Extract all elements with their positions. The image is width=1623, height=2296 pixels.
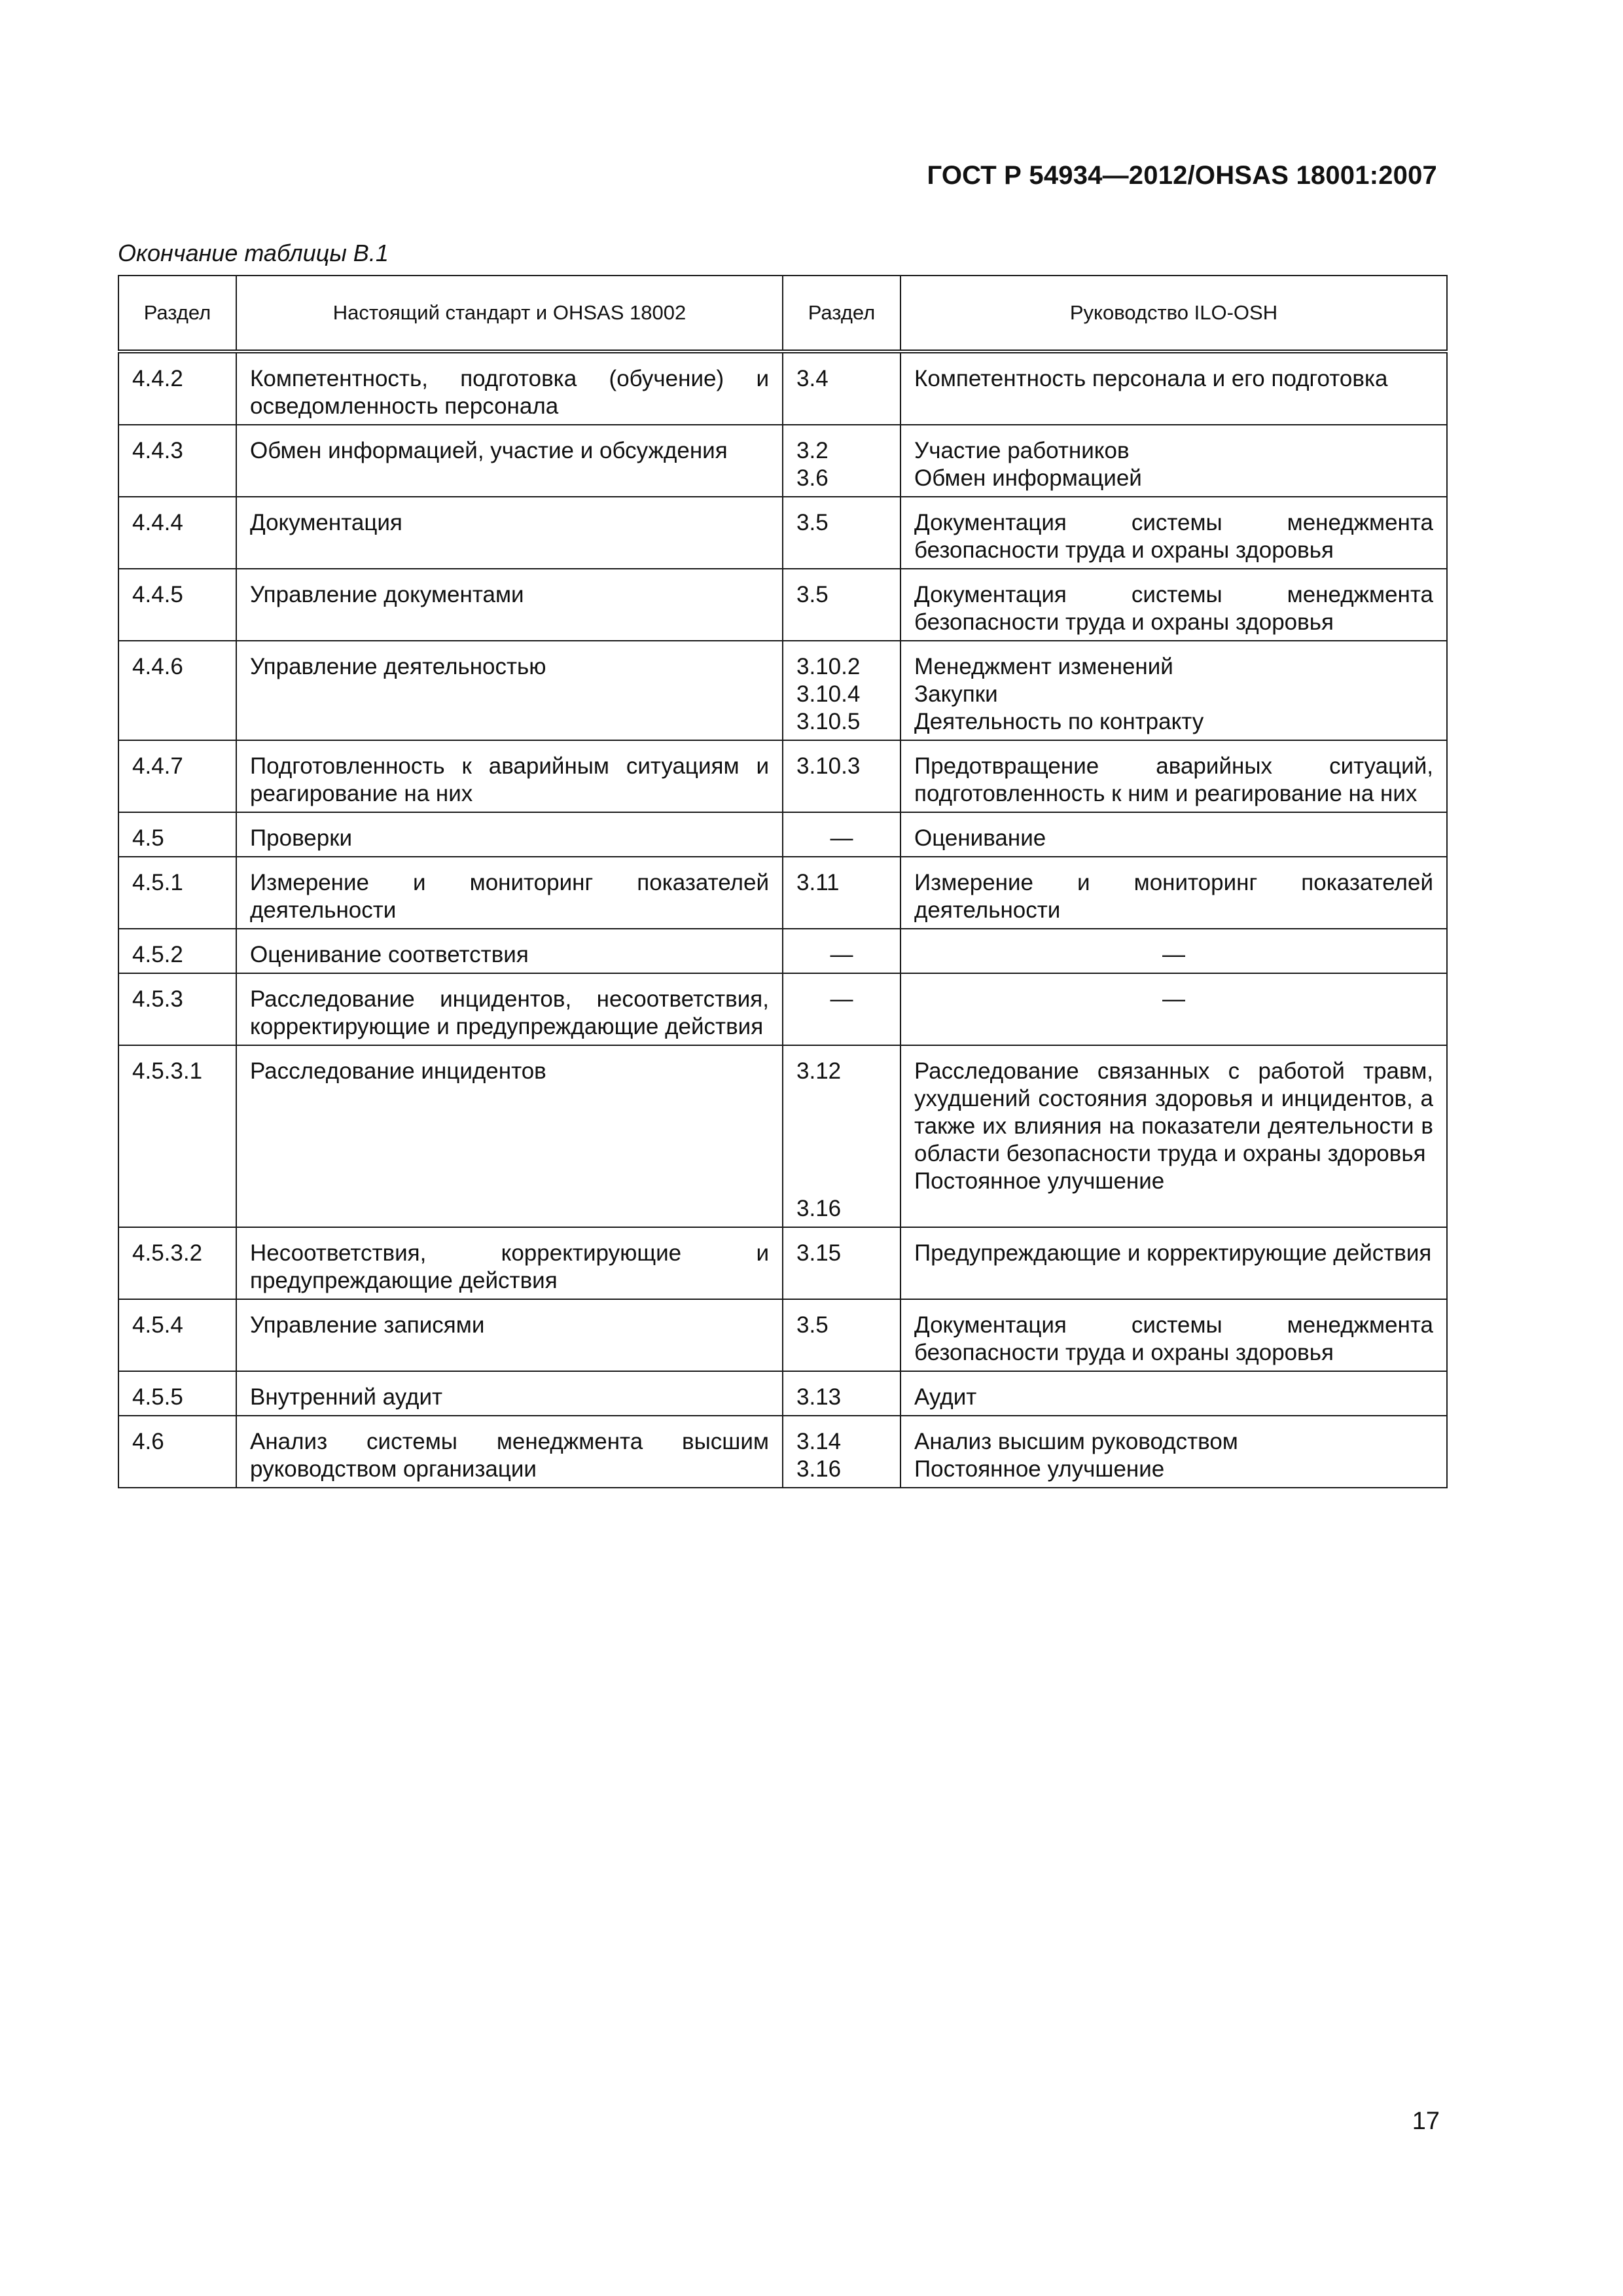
row-ilo-text: Оценивание bbox=[901, 812, 1447, 857]
row-standard-text: Управление записями bbox=[236, 1299, 783, 1371]
row-ilo-text: Предотвращение аварийных ситуаций, подготовленность к ним и реагирование на них bbox=[901, 740, 1447, 812]
table-row bbox=[118, 497, 1447, 569]
row-ilo-text: Измерение и мониторинг показателей деятельности bbox=[901, 857, 1447, 929]
row-ilo-section: — bbox=[783, 812, 901, 857]
row-ilo-text: Предупреждающие и корректирующие действия bbox=[901, 1227, 1447, 1299]
row-standard-text: Расследование инцидентов, несоответствия, корректирующие и предупреждающие действия bbox=[236, 973, 783, 1045]
table-row bbox=[118, 1299, 1447, 1371]
row-section: 4.5.3 bbox=[118, 973, 236, 1045]
row-section: 4.5.3.1 bbox=[118, 1045, 236, 1227]
row-ilo-section: 3.4 bbox=[783, 351, 901, 425]
table-caption: Окончание таблицы В.1 bbox=[118, 240, 389, 266]
row-ilo-text: Участие работников Обмен информацией bbox=[901, 425, 1447, 497]
row-section: 4.4.4 bbox=[118, 497, 236, 569]
row-ilo-text: Компетентность персонала и его подготовка bbox=[901, 351, 1447, 425]
document-code-header: ГОСТ Р 54934—2012/OHSAS 18001:2007 bbox=[927, 161, 1437, 190]
table-row bbox=[118, 812, 1447, 857]
row-ilo-text: Менеджмент изменений Закупки Деятельность по контракту bbox=[901, 641, 1447, 740]
row-section: 4.4.6 bbox=[118, 641, 236, 740]
row-standard-text: Измерение и мониторинг показателей деятельности bbox=[236, 857, 783, 929]
column-header-ilo-guide: Руководство ILO-OSH bbox=[901, 276, 1447, 351]
column-header-section: Раздел bbox=[118, 276, 236, 351]
table-row bbox=[118, 641, 1447, 740]
row-standard-text: Проверки bbox=[236, 812, 783, 857]
column-header-ilo-section: Раздел bbox=[783, 276, 901, 351]
row-ilo-section: 3.11 bbox=[783, 857, 901, 929]
table-row bbox=[118, 929, 1447, 973]
table-row bbox=[118, 740, 1447, 812]
table-row bbox=[118, 1227, 1447, 1299]
row-section: 4.5.2 bbox=[118, 929, 236, 973]
row-ilo-text: Аудит bbox=[901, 1371, 1447, 1416]
row-section: 4.5.4 bbox=[118, 1299, 236, 1371]
row-ilo-section: — bbox=[783, 929, 901, 973]
row-ilo-section: 3.5 bbox=[783, 1299, 901, 1371]
row-ilo-text: Документация системы менеджмента безопасности труда и охраны здоровья bbox=[901, 497, 1447, 569]
row-section: 4.4.5 bbox=[118, 569, 236, 641]
row-standard-text: Обмен информацией, участие и обсуждения bbox=[236, 425, 783, 497]
row-standard-text: Анализ системы менеджмента высшим руководством организации bbox=[236, 1416, 783, 1488]
row-ilo-text: Расследование связанных с работой травм, ухудшений состояния здоровья и инцидентов, а также их влияния на показатели деятельности в области безопасности труда и охраны здоровья Постоянное улучшение bbox=[901, 1045, 1447, 1227]
row-ilo-text: Документация системы менеджмента безопасности труда и охраны здоровья bbox=[901, 1299, 1447, 1371]
row-ilo-text: — bbox=[901, 973, 1447, 1045]
row-section: 4.4.7 bbox=[118, 740, 236, 812]
row-ilo-text: Документация системы менеджмента безопасности труда и охраны здоровья bbox=[901, 569, 1447, 641]
row-ilo-section: 3.13 bbox=[783, 1371, 901, 1416]
row-ilo-section: 3.10.2 3.10.4 3.10.5 bbox=[783, 641, 901, 740]
row-ilo-text: Анализ высшим руководством Постоянное улучшение bbox=[901, 1416, 1447, 1488]
correspondence-table bbox=[118, 275, 1448, 1488]
table-row bbox=[118, 1371, 1447, 1416]
column-header-standard: Настоящий стандарт и OHSAS 18002 bbox=[236, 276, 783, 351]
row-section: 4.4.3 bbox=[118, 425, 236, 497]
row-standard-text: Оценивание соответствия bbox=[236, 929, 783, 973]
row-standard-text: Подготовленность к аварийным ситуациям и реагирование на них bbox=[236, 740, 783, 812]
row-ilo-section: 3.5 bbox=[783, 497, 901, 569]
row-ilo-section: 3.5 bbox=[783, 569, 901, 641]
row-section: 4.5.5 bbox=[118, 1371, 236, 1416]
row-standard-text: Управление документами bbox=[236, 569, 783, 641]
row-ilo-section: 3.12 3.16 bbox=[783, 1045, 901, 1227]
row-standard-text: Управление деятельностью bbox=[236, 641, 783, 740]
row-ilo-section: — bbox=[783, 973, 901, 1045]
row-standard-text: Документация bbox=[236, 497, 783, 569]
row-section: 4.4.2 bbox=[118, 351, 236, 425]
table-row bbox=[118, 857, 1447, 929]
table-row bbox=[118, 351, 1447, 425]
table-row bbox=[118, 1416, 1447, 1488]
row-standard-text: Компетентность, подготовка (обучение) и осведомленность персонала bbox=[236, 351, 783, 425]
row-ilo-text: — bbox=[901, 929, 1447, 973]
row-standard-text: Несоответствия, корректирующие и предупреждающие действия bbox=[236, 1227, 783, 1299]
row-section: 4.5.1 bbox=[118, 857, 236, 929]
row-ilo-section: 3.10.3 bbox=[783, 740, 901, 812]
table-row bbox=[118, 569, 1447, 641]
row-standard-text: Расследование инцидентов bbox=[236, 1045, 783, 1227]
row-standard-text: Внутренний аудит bbox=[236, 1371, 783, 1416]
table-row bbox=[118, 425, 1447, 497]
row-ilo-section: 3.2 3.6 bbox=[783, 425, 901, 497]
table-row bbox=[118, 973, 1447, 1045]
row-section: 4.5 bbox=[118, 812, 236, 857]
row-ilo-section: 3.15 bbox=[783, 1227, 901, 1299]
row-section: 4.5.3.2 bbox=[118, 1227, 236, 1299]
table-row bbox=[118, 1045, 1447, 1227]
row-section: 4.6 bbox=[118, 1416, 236, 1488]
table-header-row bbox=[118, 276, 1447, 351]
page-number: 17 bbox=[1412, 2108, 1440, 2135]
row-ilo-section: 3.14 3.16 bbox=[783, 1416, 901, 1488]
